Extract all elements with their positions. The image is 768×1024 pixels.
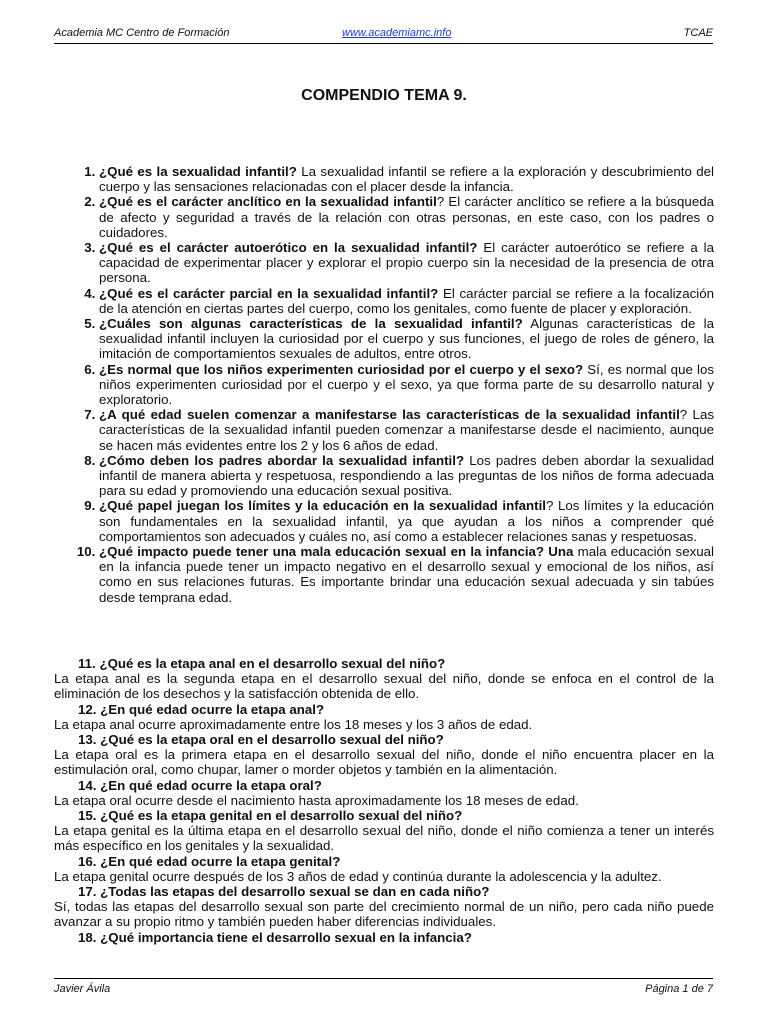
answer-text: Los padres deben abordar la sexualidad infantil de manera abierta y respetuosa, respondiendo a las preguntas de los niños de forma adecuada para su edad y promoviendo una educación sexual positiva.	[99, 452, 714, 499]
stage-answer: La etapa genital es la última etapa en el desarrollo sexual del niño, donde el niño comienza a tener un interés más específico en los genitales y la sexualidad.	[54, 823, 714, 854]
header-course: TCAE	[683, 27, 713, 39]
stage-question: 16. ¿En qué edad ocurre la etapa genital?	[78, 853, 341, 869]
answer-text: ? Las características de la sexualidad infantil pueden comenzar a manifestarse desde el nacimiento, aunque se hacen más evidentes entre los 2 y los 6 años de edad.	[99, 407, 714, 453]
question-text: ¿Qué es el carácter autoerótico en la sexualidad infantil?	[99, 240, 478, 256]
question-item	[99, 286, 714, 316]
answer-text: Algunas características de la sexualidad infantil incluyen la curiosidad por el cuerpo y sus funciones, el juego de roles de género, la imitación de comportamientos sexuales de adultos, entre otros.	[99, 316, 714, 362]
answer-text: El carácter parcial se refiere a la focalización de la atención en ciertas partes del cuerpo, como los genitales, como fuente de placer y exploración.	[99, 285, 714, 316]
question-text: ¿A qué edad suelen comenzar a manifestarse las características de la sexualidad infantil	[99, 407, 680, 423]
answer-text: ? Los límites y la educación son fundamentales en la sexualidad infantil, ya que ayudan a los niños a comprender qué comportamientos son adecuados y cuáles no, así como a establecer relaciones sanas y respetuosas.	[99, 498, 714, 544]
stage-question: 13. ¿Qué es la etapa oral en el desarrollo sexual del niño?	[78, 732, 444, 748]
question-text: ¿Es normal que los niños experimenten curiosidad por el cuerpo y el sexo?	[99, 361, 584, 377]
stage-answer: La etapa genital ocurre después de los 3 años de edad y continúa durante la adolescencia y la adultez.	[54, 868, 662, 884]
stage-question: 12. ¿En qué edad ocurre la etapa anal?	[78, 701, 325, 717]
question-list	[54, 164, 714, 605]
stage-answer: Sí, todas las etapas del desarrollo sexual son parte del crecimiento normal de un niño, pero cada niño puede avanzar a su propio ritmo y también pueden haber diferencias individuales.	[54, 899, 714, 930]
stage-question: 17. ¿Todas las etapas del desarrollo sexual se dan en cada niño?	[78, 884, 490, 900]
question-item	[99, 453, 714, 499]
footer-page-number: Página 1 de 7	[645, 983, 713, 995]
question-item	[99, 316, 714, 362]
answer-text: ? El carácter anclítico se refiere a la búsqueda de afecto y seguridad a través de la relación con otras personas, en este caso, con los padres o cuidadores.	[99, 194, 714, 240]
stage-answer: La etapa oral es la primera etapa en el desarrollo sexual del niño, donde el niño encuentra placer en la estimulación oral, como chupar, lamer o morder objetos y también en la alimentación.	[54, 747, 714, 778]
stage-answer: La etapa anal es la segunda etapa en el desarrollo sexual del niño, donde se enfoca en el control de la eliminación de los desechos y la satisfacción obtenida de ello.	[54, 671, 714, 702]
page-footer	[54, 978, 713, 997]
stage-answer: La etapa anal ocurre aproximadamente entre los 18 meses y los 3 años de edad.	[54, 716, 533, 732]
stage-answer: La etapa oral ocurre desde el nacimiento hasta aproximadamente los 18 meses de edad.	[54, 792, 579, 808]
question-item	[99, 194, 714, 240]
answer-text: El carácter autoerótico se refiere a la capacidad de experimentar placer y explorar el propio cuerpo sin la necesidad de la presencia de otra persona.	[99, 240, 715, 286]
header-website-link[interactable]: www.academiamc.info	[342, 27, 452, 39]
question-item	[99, 164, 714, 194]
header-academy: Academia MC Centro de Formación	[54, 27, 230, 39]
stage-questions	[54, 656, 714, 945]
question-text: ¿Qué es el carácter anclítico en la sexualidad infantil	[99, 194, 437, 210]
stage-question: 15. ¿Qué es la etapa genital en el desarrollo sexual del niño?	[78, 808, 463, 824]
question-item	[99, 498, 714, 544]
page-title: COMPENDIO TEMA 9.	[301, 87, 467, 104]
stage-question: 18. ¿Qué importancia tiene el desarrollo sexual en la infancia?	[78, 929, 472, 945]
question-text: ¿Cuáles son algunas características de la sexualidad infantil?	[99, 316, 523, 332]
question-text: ¿Qué es la sexualidad infantil?	[99, 164, 297, 179]
question-text: ¿Qué es el carácter parcial en la sexualidad infantil?	[99, 285, 439, 301]
question-item	[99, 407, 714, 453]
footer-author: Javier Ávila	[54, 983, 111, 995]
numbered-questions	[54, 164, 714, 605]
page-header	[54, 27, 713, 44]
question-text: ¿Qué papel juegan los límites y la educación en la sexualidad infantil	[99, 498, 546, 514]
question-item	[99, 240, 714, 286]
answer-text: mala educación sexual en la infancia puede tener un impacto negativo en el desarrollo sexual y emocional de los niños, así como en sus relaciones futuras. Es importante brindar una educación sexual adecuada y sin tabúes desde temprana edad.	[99, 544, 714, 605]
question-item	[99, 362, 714, 408]
answer-text: La sexualidad infantil se refiere a la exploración y descubrimiento del cuerpo y las sensaciones relacionadas con el placer desde la infancia.	[99, 164, 714, 195]
question-text: ¿Qué impacto puede tener una mala educación sexual en la infancia? Una	[99, 544, 574, 560]
stage-question: 14. ¿En qué edad ocurre la etapa oral?	[78, 777, 322, 793]
question-text: ¿Cómo deben los padres abordar la sexualidad infantil?	[99, 452, 465, 468]
stage-question: 11. ¿Qué es la etapa anal en el desarrollo sexual del niño?	[78, 656, 446, 671]
answer-text: Sí, es normal que los niños experimenten curiosidad por el cuerpo y el sexo, ya que forma parte de su desarrollo natural y exploratorio.	[99, 361, 715, 408]
question-item	[99, 544, 714, 605]
